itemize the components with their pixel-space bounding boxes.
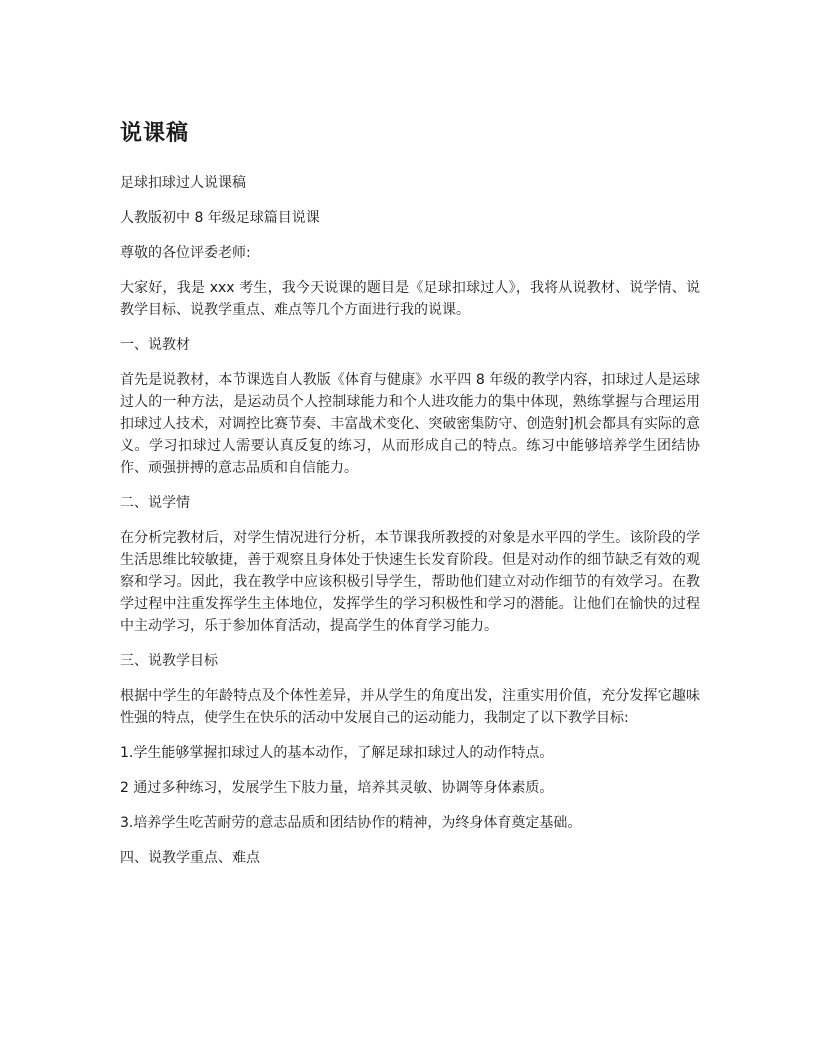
objective-item-1: 1.学生能够掌握扣球过人的基本动作，了解足球扣球过人的动作特点。 — [120, 745, 554, 761]
section-heading-key-points: 四、说教学重点、难点 — [120, 850, 260, 866]
document-title: 说课稿 — [120, 121, 190, 146]
section-heading-textbook: 一、说教材 — [120, 337, 190, 353]
section-heading-objectives: 三、说教学目标 — [120, 653, 218, 669]
objective-item-2: 2 通过多种练习，发展学生下肢力量，培养其灵敏、协调等身体素质。 — [120, 780, 554, 796]
objective-item-3: 3.培养学生吃苦耐劳的意志品质和团结协作的精神，为终身体育奠定基础。 — [120, 815, 582, 831]
students-paragraph: 在分析完教材后，对学生情况进行分析，本节课我所教授的对象是水平四的学生。该阶段的学生活思维比较敏捷，善于观察且身体处于快速生长发育阶段。但是对动作的细节缺乏有效的观察和学习。因此，我在教学中应该积极引导学生，帮助他们建立对动作细节的有效学习。在教学过程中注重发挥学生主体地位，发挥学生的学习积极性和学习的潜能。让他们在愉快的过程中主动学习，乐于参加体育活动，提高学生的体育学习能力。 — [120, 530, 700, 634]
section-heading-students: 二、说学情 — [120, 495, 190, 511]
objectives-paragraph: 根据中学生的年龄特点及个体性差异，并从学生的角度出发，注重实用价值，充分发挥它趣味性强的特点，使学生在快乐的活动中发展自己的运动能力，我制定了以下教学目标: — [120, 688, 700, 726]
salutation: 尊敬的各位评委老师: — [120, 245, 251, 261]
intro-paragraph: 大家好，我是 xxx 考生，我今天说课的题目是《足球扣球过人》，我将从说教材、说学情、说教学目标、说教学重点、难点等几个方面进行我的说课。 — [120, 280, 700, 318]
subtitle: 足球扣球过人说课稿 — [120, 175, 246, 191]
course-info: 人教版初中 8 年级足球篇目说课 — [120, 210, 320, 226]
textbook-paragraph: 首先是说教材，本节课选自人教版《体育与健康》水平四 8 年级的教学内容，扣球过人是运球过人的一种方法，是运动员个人控制球能力和个人进攻能力的集中体现，熟练掌握与合理运用扣球过人技术，对调控比赛节奏、丰富战术变化、突破密集防守、创造射]机会都具有实际的意义。学习扣球过人需要认真反复的练习，从而形成自己的特点。练习中能够培养学生团结协作、顽强拼搏的意志品质和自信能力。 — [120, 372, 700, 476]
document-page — [120, 118, 700, 882]
